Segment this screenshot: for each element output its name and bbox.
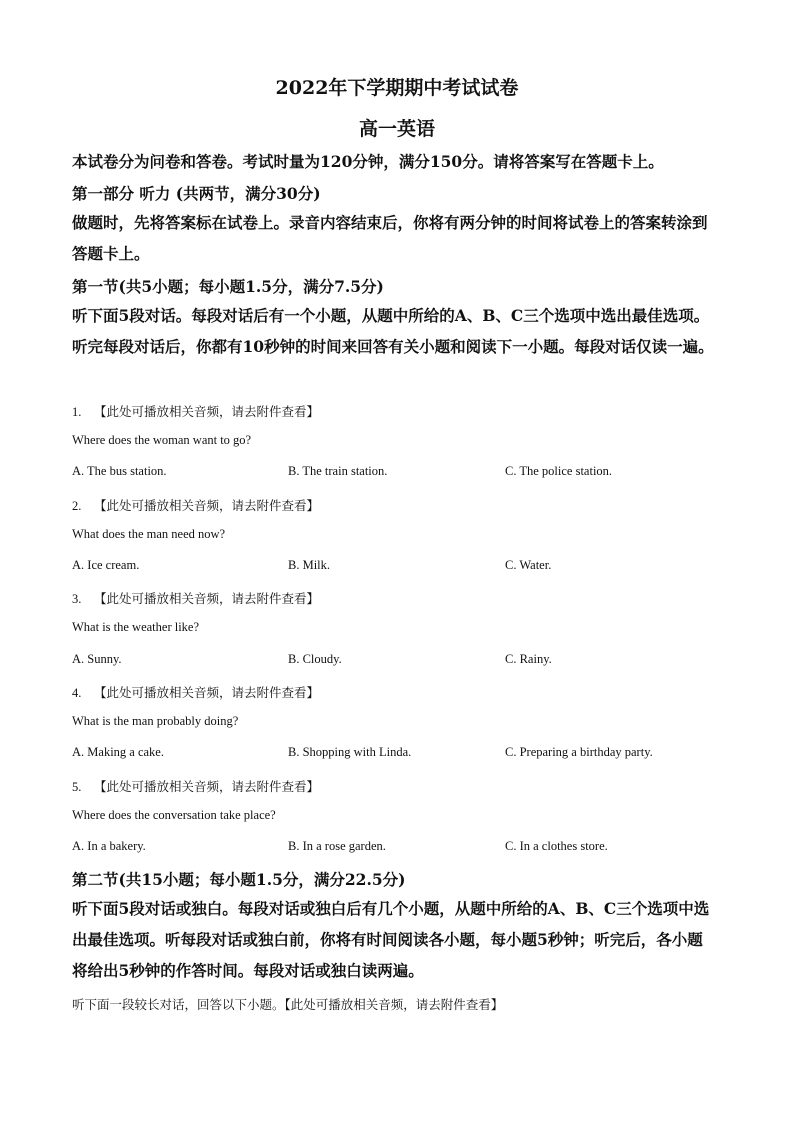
question-2-option-a[interactable]: A. Ice cream. <box>72 558 140 572</box>
question-3-text: What is the weather like? <box>72 620 200 634</box>
question-number: 5. <box>72 780 82 794</box>
question-3-audio[interactable] <box>72 589 319 607</box>
question-4-option-a[interactable]: A. Making a cake. <box>72 745 164 759</box>
section2-instruction: 听下面5段对话或独白。每段对话或独白后有几个小题，从题中所给的A、B、C三个选项中选出最佳选项。听每段对话或独白前，你将有时间阅读各小题，每小题5秒钟；听完后，各小题将给出5秒钟的作答时间。每段对话或独白读两遍。 <box>72 899 710 980</box>
question-1-text: Where does the woman want to go? <box>72 433 252 447</box>
question-5-option-b[interactable]: B. In a rose garden. <box>288 839 386 853</box>
question-4-audio[interactable] <box>72 683 319 701</box>
question-3-option-a[interactable]: A. Sunny. <box>72 652 122 666</box>
question-number: 3. <box>72 592 82 606</box>
exam-subject: 高一英语 <box>358 118 435 140</box>
question-1-option-a[interactable]: A. The bus station. <box>72 464 167 478</box>
part1-instruction: 做题时，先将答案标在试卷上。录音内容结束后，你将有两分钟的时间将试卷上的答案转涂到答题卡上。 <box>72 213 708 263</box>
question-4-option-c[interactable]: C. Preparing a birthday party. <box>505 745 653 759</box>
question-4-option-b[interactable]: B. Shopping with Linda. <box>288 745 412 759</box>
section2-audio-note[interactable]: 听下面一段较长对话，回答以下小题。【此处可播放相关音频，请去附件查看】 <box>72 997 504 1012</box>
question-5-option-a[interactable]: A. In a bakery. <box>72 839 146 853</box>
audio-link[interactable]: 【此处可播放相关音频，请去附件查看】 <box>94 404 320 419</box>
question-number: 4. <box>72 686 82 700</box>
question-5-audio[interactable] <box>72 777 319 795</box>
exam-intro: 本试卷分为问卷和答卷。考试时量为120分钟，满分150分。请将答案写在答题卡上。 <box>72 152 664 171</box>
question-3-option-c[interactable]: C. Rainy. <box>505 652 552 666</box>
question-5-text: Where does the conversation take place? <box>72 808 276 822</box>
audio-link[interactable]: 【此处可播放相关音频，请去附件查看】 <box>94 498 320 513</box>
audio-link[interactable]: 【此处可播放相关音频，请去附件查看】 <box>94 779 320 794</box>
question-1-option-b[interactable]: B. The train station. <box>288 464 388 478</box>
section1-instruction: 听下面5段对话。每段对话后有一个小题，从题中所给的A、B、C三个选项中选出最佳选项。听完每段对话后，你都有10秒钟的时间来回答有关小题和阅读下一小题。每段对话仅读一遍。 <box>72 306 714 356</box>
section1-heading: 第一节(共5小题；每小题1.5分，满分7.5分) <box>72 277 384 296</box>
question-2-option-b[interactable]: B. Milk. <box>288 558 331 572</box>
section2-heading: 第二节(共15小题；每小题1.5分，满分22.5分) <box>72 870 406 889</box>
question-2-audio[interactable] <box>72 496 319 514</box>
question-4-text: What is the man probably doing? <box>72 714 239 728</box>
question-2-option-c[interactable]: C. Water. <box>505 558 552 572</box>
question-1-option-c[interactable]: C. The police station. <box>505 464 613 478</box>
question-2-text: What does the man need now? <box>72 527 226 541</box>
audio-link[interactable]: 【此处可播放相关音频，请去附件查看】 <box>94 591 320 606</box>
question-number: 1. <box>72 405 82 419</box>
question-number: 2. <box>72 499 82 513</box>
question-5-option-c[interactable]: C. In a clothes store. <box>505 839 608 853</box>
question-1-audio[interactable] <box>72 402 319 420</box>
audio-link[interactable]: 【此处可播放相关音频，请去附件查看】 <box>94 685 320 700</box>
exam-title: 2022年下学期期中考试试卷 <box>275 77 519 99</box>
question-3-option-b[interactable]: B. Cloudy. <box>288 652 342 666</box>
part1-heading: 第一部分 听力 (共两节，满分30分) <box>72 184 321 203</box>
